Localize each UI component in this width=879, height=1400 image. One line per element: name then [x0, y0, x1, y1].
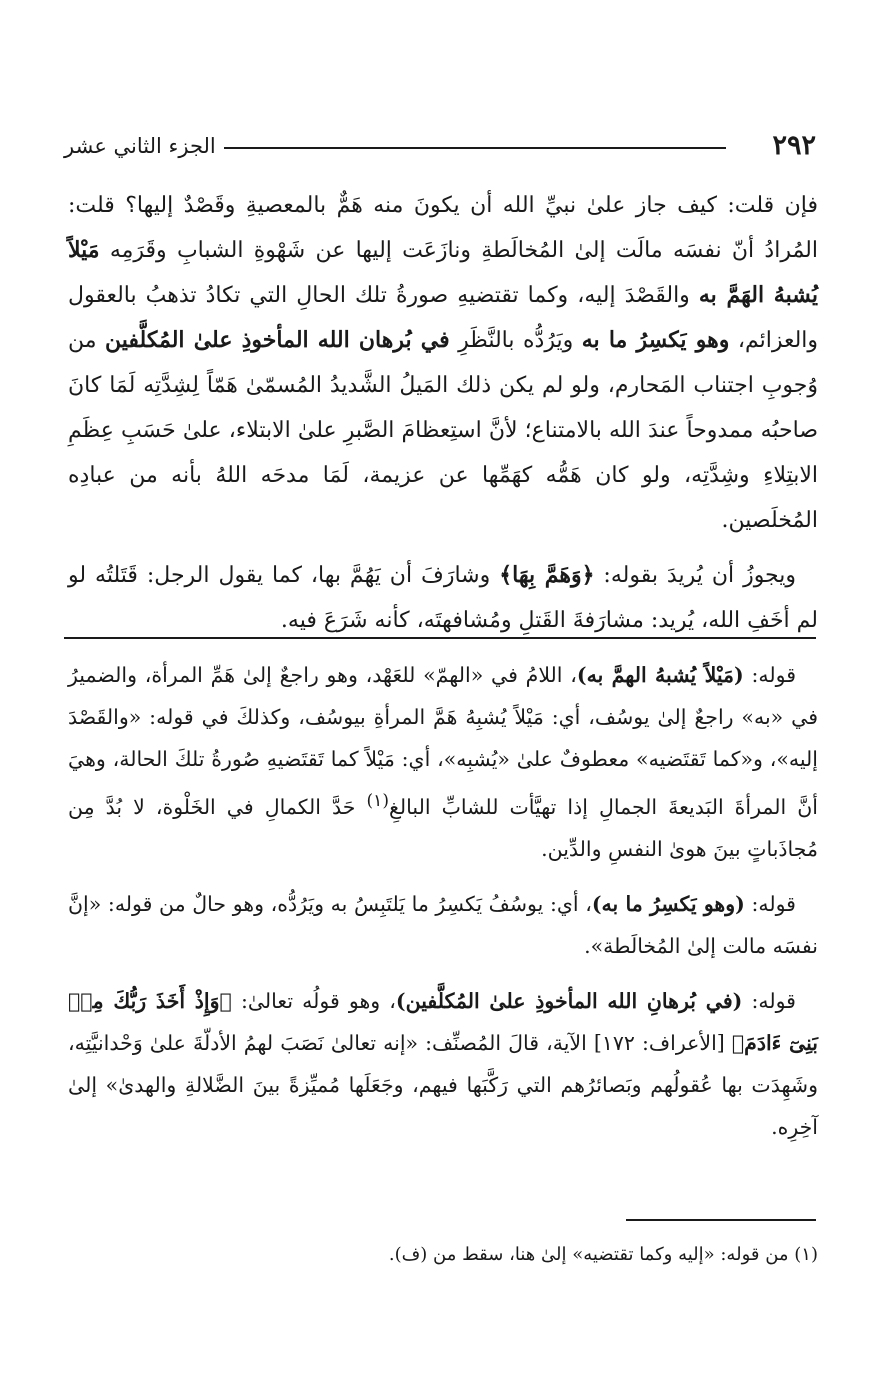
text-segment: وشارَفَ أن يَهُمَّ بها، كما يقول الرجل: قَتَلتُه لو لم أخَفِ الله، يُريد: مشارَفةَ القَتلِ ومُشافهتَه، كأنه شَرَعَ فيه.	[68, 563, 818, 633]
text-segment: ، وهو قولُه تعالىٰ:	[231, 988, 396, 1013]
commentary-paragraph	[68, 883, 818, 967]
footnote-divider	[626, 1219, 816, 1221]
commentary-text	[68, 654, 818, 1148]
quoted-phrase: مَيْلاً يُشبهُ الهَمَّ به	[68, 237, 818, 308]
commentary-paragraph	[68, 980, 818, 1148]
quran-verse: ﴿وَهَمَّ بِهَا﴾	[499, 562, 595, 588]
page-header	[64, 126, 816, 166]
text-segment: ، اللامُ في «الهمّ» للعَهْد، وهو راجعٌ إلىٰ هَمِّ المرأة، والضميرُ في «به» راجعٌ إلىٰ يوسُف، أي: مَيْلاً يُشبِهُ هَمَّ المرأةِ بيوسُف، وكذلكَ في قوله: «والقَصْدَ إليه»، و«كما تَقتَضيه» معطوفٌ علىٰ «يُشبِه»، أي: مَيْلاً كما تَقتَضيهِ صُورةُ تلكَ الحالة، وهيَ أنَّ المرأةَ البَديعةَ الجمالِ إذا تهيَّأت للشابِّ البالغِ	[68, 663, 818, 819]
quoted-phrase: في بُرهان الله المأخوذِ علىٰ المُكلَّفين	[105, 327, 450, 353]
quoted-phrase: وهو يَكسِرُ ما به	[581, 327, 730, 353]
text-segment: ويجوزُ أن يُريدَ بقوله:	[594, 563, 797, 588]
text-segment: قوله:	[744, 891, 796, 916]
footnote-marker: (١)	[366, 791, 390, 811]
text-segment: ويَرُدُّه بالنَّظَرِ	[449, 328, 582, 353]
text-segment: فإن قلت: كيف جاز علىٰ نبيِّ الله أن يكونَ منه هَمٌّ بالمعصيةِ وقَصْدٌ إليها؟ قلت: المُرادُ أنّ نفسَه مالَت إلىٰ المُخالَطةِ ونازَعَت إليها عن شَهْوةِ الشبابِ وقَرَمِه	[68, 193, 818, 263]
footnote	[68, 1238, 818, 1272]
text-segment: قوله:	[742, 988, 796, 1013]
quran-verse: ﴿وَإِذْ أَخَذَ رَبُّكَ مِنۢ بَنِىٓ ءَادَمَ﴾	[68, 988, 818, 1055]
quoted-phrase: (في بُرهانِ الله المأخوذِ علىٰ المُكلَّفين)	[395, 988, 743, 1013]
text-segment: حَدَّ الكمالِ في الخَلْوة، لا بُدَّ مِن مُجاذَباتٍ بينَ هوىٰ النفسِ والدِّين.	[68, 794, 818, 861]
text-segment: قوله:	[743, 663, 796, 687]
text-segment: [الأعراف: ١٧٢] الآية، قالَ المُصنِّف: «إنه تعالىٰ نَصَبَ لهمُ الأدلّةَ علىٰ وَحْدانيَّتِه، وشَهِدَت بها عُقولُهم وبَصائرُهم التي رَكَّبَها فيهم، وجَعَلَها مُميِّزةً بينَ الضَّلالةِ والهدىٰ» إلىٰ آخِرِه.	[68, 1030, 818, 1139]
text-segment: والقَصْدَ إليه، وكما تقتضيهِ صورةُ تلك الحالِ التي تكادُ تذهبُ بالعقول والعزائم،	[68, 283, 819, 353]
footnote-number: (١)	[794, 1244, 818, 1265]
header-rule	[224, 147, 726, 149]
footnote-text: من قوله: «إليه وكما تقتضيه» إلىٰ هنا، سقط من (ف).	[388, 1244, 795, 1265]
main-paragraph	[68, 553, 818, 643]
commentary-paragraph	[68, 654, 818, 870]
running-title: الجزء الثاني عشر	[64, 134, 216, 158]
quoted-phrase: (وهو يَكسِرُ ما به)	[591, 891, 745, 916]
main-text	[68, 183, 818, 643]
main-paragraph	[68, 183, 818, 543]
section-divider	[64, 637, 816, 639]
text-segment: ، أي: يوسُفُ يَكسِرُ ما يَلتَبِسُ به ويَرُدُّه، وهو حالٌ من قوله: «إنَّ نفسَه مالت إلىٰ المُخالَطة».	[68, 891, 818, 958]
quoted-phrase: (مَيْلاً يُشبهُ الهمَّ به)	[576, 663, 744, 687]
text-segment: من وُجوبِ اجتناب المَحارم، ولو لم يكن ذلك المَيلُ الشَّديدُ المُسمّىٰ هَمّاً لِشِدَّتِه لَمَا كانَ صاحبُه ممدوحاً عندَ الله بالامتناع؛ لأنَّ استِعظامَ الصَّبرِ علىٰ الابتلاء، علىٰ حَسَبِ عِظَمِ الابتِلاءِ وشِدَّتِه، ولو كان هَمُّه كهَمِّها عن عزيمة، لَمَا مدحَه اللهُ بأنه من عبادِه المُخلَصين.	[68, 328, 818, 533]
page-number: ٢٩٢	[772, 130, 816, 161]
